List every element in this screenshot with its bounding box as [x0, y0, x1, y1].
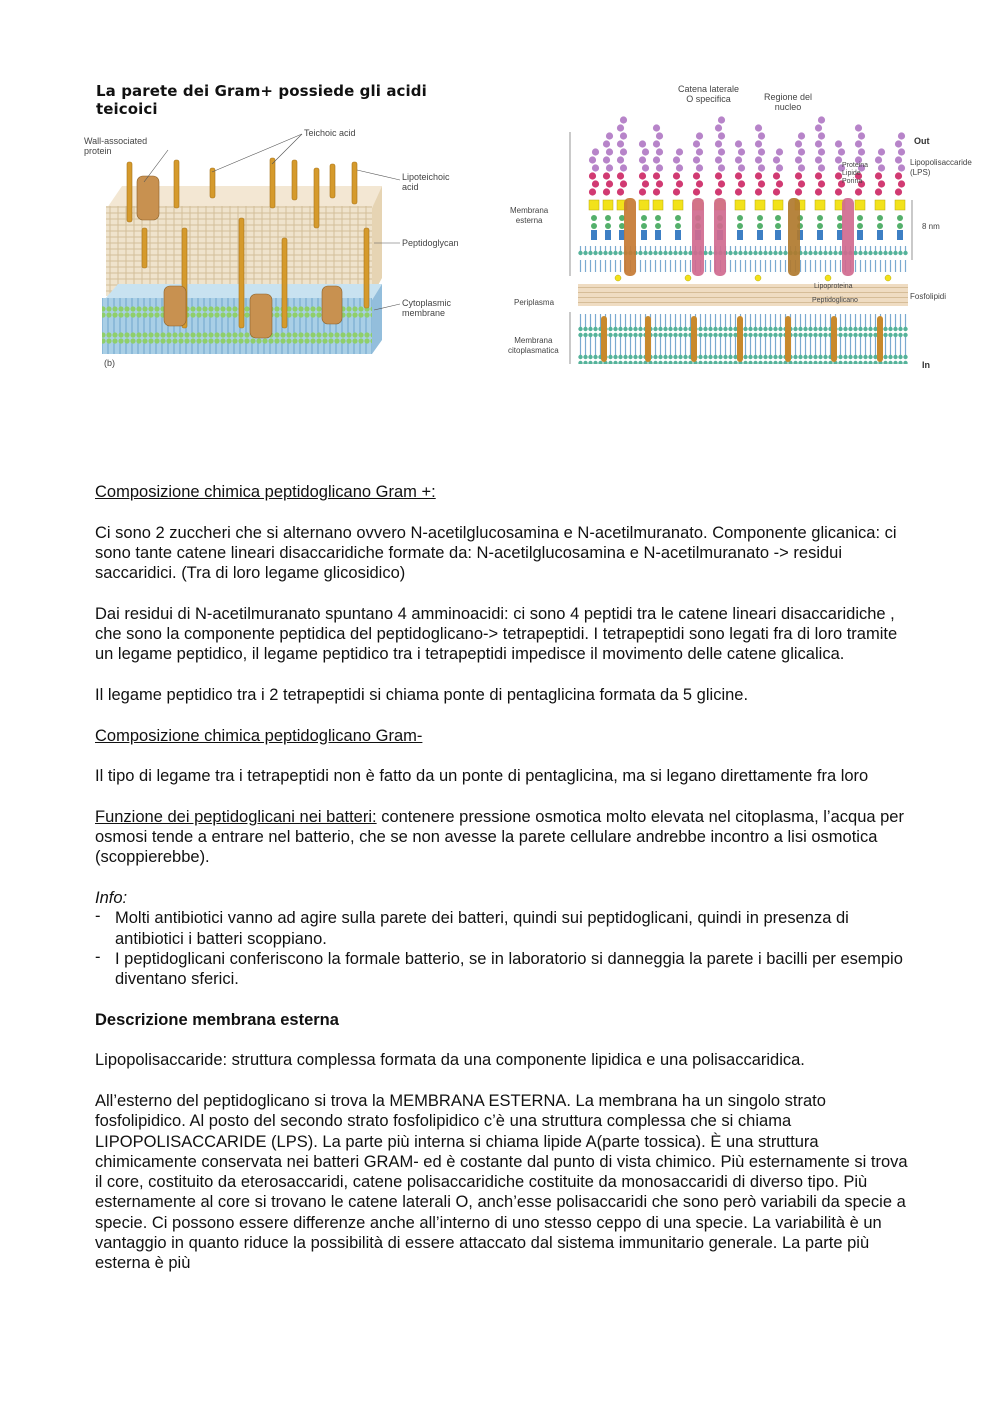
gram-negative-illustration: [508, 80, 980, 380]
gram-positive-figure: [82, 78, 482, 378]
list-item: - I peptidoglicani conferiscono la formale batterio, se in laboratorio si danneggia la parete i bacilli per esempio diventano sferici.: [95, 949, 915, 990]
label-cytoplasmic: Cytoplasmic membrane: [402, 298, 452, 318]
label-wall-protein: Wall-associated protein: [84, 136, 148, 156]
paragraph-pentaglicina: Il legame peptidico tra i 2 tetrapeptidi si chiama ponte di pentaglicina formata da 5 glicine.: [95, 685, 749, 704]
info-label: Info:: [95, 888, 128, 907]
heading-funzione: Funzione dei peptidoglicani nei batteri:: [95, 807, 377, 826]
label-membrana-esterna: Membrana esterna: [510, 206, 549, 225]
gram-positive-illustration: [82, 78, 482, 378]
info-list: [95, 908, 915, 989]
heading-membrana-esterna: Descrizione membrana esterna: [95, 1010, 339, 1029]
label-fosfolipidi: Fosfolipidi: [910, 292, 947, 301]
label-lipoteichoic: Lipoteichoic acid: [402, 172, 450, 192]
list-item: - Molti antibiotici vanno ad agire sulla parete dei batteri, quindi sui peptidoglicani, quindi in presenza di antibiotici i batteri scoppiano.: [95, 908, 915, 949]
label-8nm: 8 nm: [922, 222, 940, 231]
label-out: Out: [914, 136, 930, 146]
label-peptidoglycan: Peptidoglycan: [402, 238, 459, 248]
heading-gram-negative: Composizione chimica peptidoglicano Gram-: [95, 726, 423, 745]
label-teichoic-acid: Teichoic acid: [304, 128, 356, 138]
label-catena-laterale: Catena laterale O specifica: [678, 84, 740, 104]
label-in: In: [922, 360, 930, 370]
paragraph-lipopolisaccaride: Lipopolisaccaride: struttura complessa formata da una componente lipidica e una polisaccaridica.: [95, 1051, 805, 1070]
label-lipoproteina: Lipoproteina: [814, 283, 853, 290]
figure-title: La parete dei Gram+ possiede gli acidi teicoici: [96, 82, 427, 118]
document-body: [95, 482, 915, 1274]
label-lps: Lipopolisaccaride (LPS): [910, 158, 972, 177]
label-panel: (b): [104, 358, 115, 368]
paragraph-funzione: [95, 807, 915, 868]
label-peptidoglicano: Peptidoglicano: [812, 297, 858, 304]
label-membrana-citoplasmatica: Membrana citoplasmatica: [508, 336, 559, 355]
paragraph-zuccheri: Ci sono 2 zuccheri che si alternano ovvero N-acetilglucosamina e N-acetilmuranato. Componente glicanica: ci sono tante catene lineari disaccaridiche formate da: N-acetilglucosamina e N-acetilmuranato -> residui saccaridici. (Tra di loro legame glicosidico): [95, 523, 897, 583]
paragraph-legame: Il tipo di legame tra i tetrapeptidi non è fatto da un ponte di pentaglicina, ma si legano direttamente fra loro: [95, 767, 869, 786]
heading-gram-positive: Composizione chimica peptidoglicano Gram +:: [95, 483, 436, 501]
label-regione-nucleo: Regione del nucleo: [764, 92, 813, 112]
label-proteine: Proteina Lipide Porina: [842, 162, 869, 185]
gram-negative-figure: [508, 80, 980, 380]
paragraph-amminoacidi: Dai residui di N-acetilmuranato spuntano 4 amminoacidi: ci sono 4 peptidi tra le catene lineari disaccaridiche , che sono la componente peptidica del peptidoglicano-> tetrapeptidi. I tetrapeptidi sono legati fra di loro tramite un legame peptidico, il legame peptidico tra i tetrapeptidi impedisce il movimento delle catene glicalica.: [95, 604, 898, 664]
paragraph-membrana-esterna: All’esterno del peptidoglicano si trova la MEMBRANA ESTERNA. La membrana ha un singolo strato fosfolipidico. Al posto del secondo strato fosfolipidico c’è una struttura complessa che si chiama LIPOPOLISACCARIDE (LPS). La parte più interna si chiama lipide A(parte tossica). È una struttura chimicamente conservata nei batteri GRAM- ed è costante dal punto di vista chimico. Più esternamente si trova il core, costituito da eterosaccaridi, catene polisaccaridiche costituite da monosaccaridi di diverso tipo. Più esternamente al core si trovano le catene laterali O, anch’esse polisaccaridi che sono però variabili da specie a specie. Ci possono essere differenze anche all’interno di uno stesso ceppo di una specie. La variabilità è un vantaggio in quanto riduce la possibilità di essere attaccato dal sistema immunitario generale. La parte più esterna è più: [95, 1091, 908, 1273]
label-periplasma: Periplasma: [514, 298, 555, 307]
funzione-text: contenere pressione osmotica molto elevata nel citoplasma, l’acqua per osmosi tende a entrare nel batterio, che se non avesse la parete cellulare andrebbe incontro a lisi osmotica (scoppierebbe).: [95, 807, 904, 867]
